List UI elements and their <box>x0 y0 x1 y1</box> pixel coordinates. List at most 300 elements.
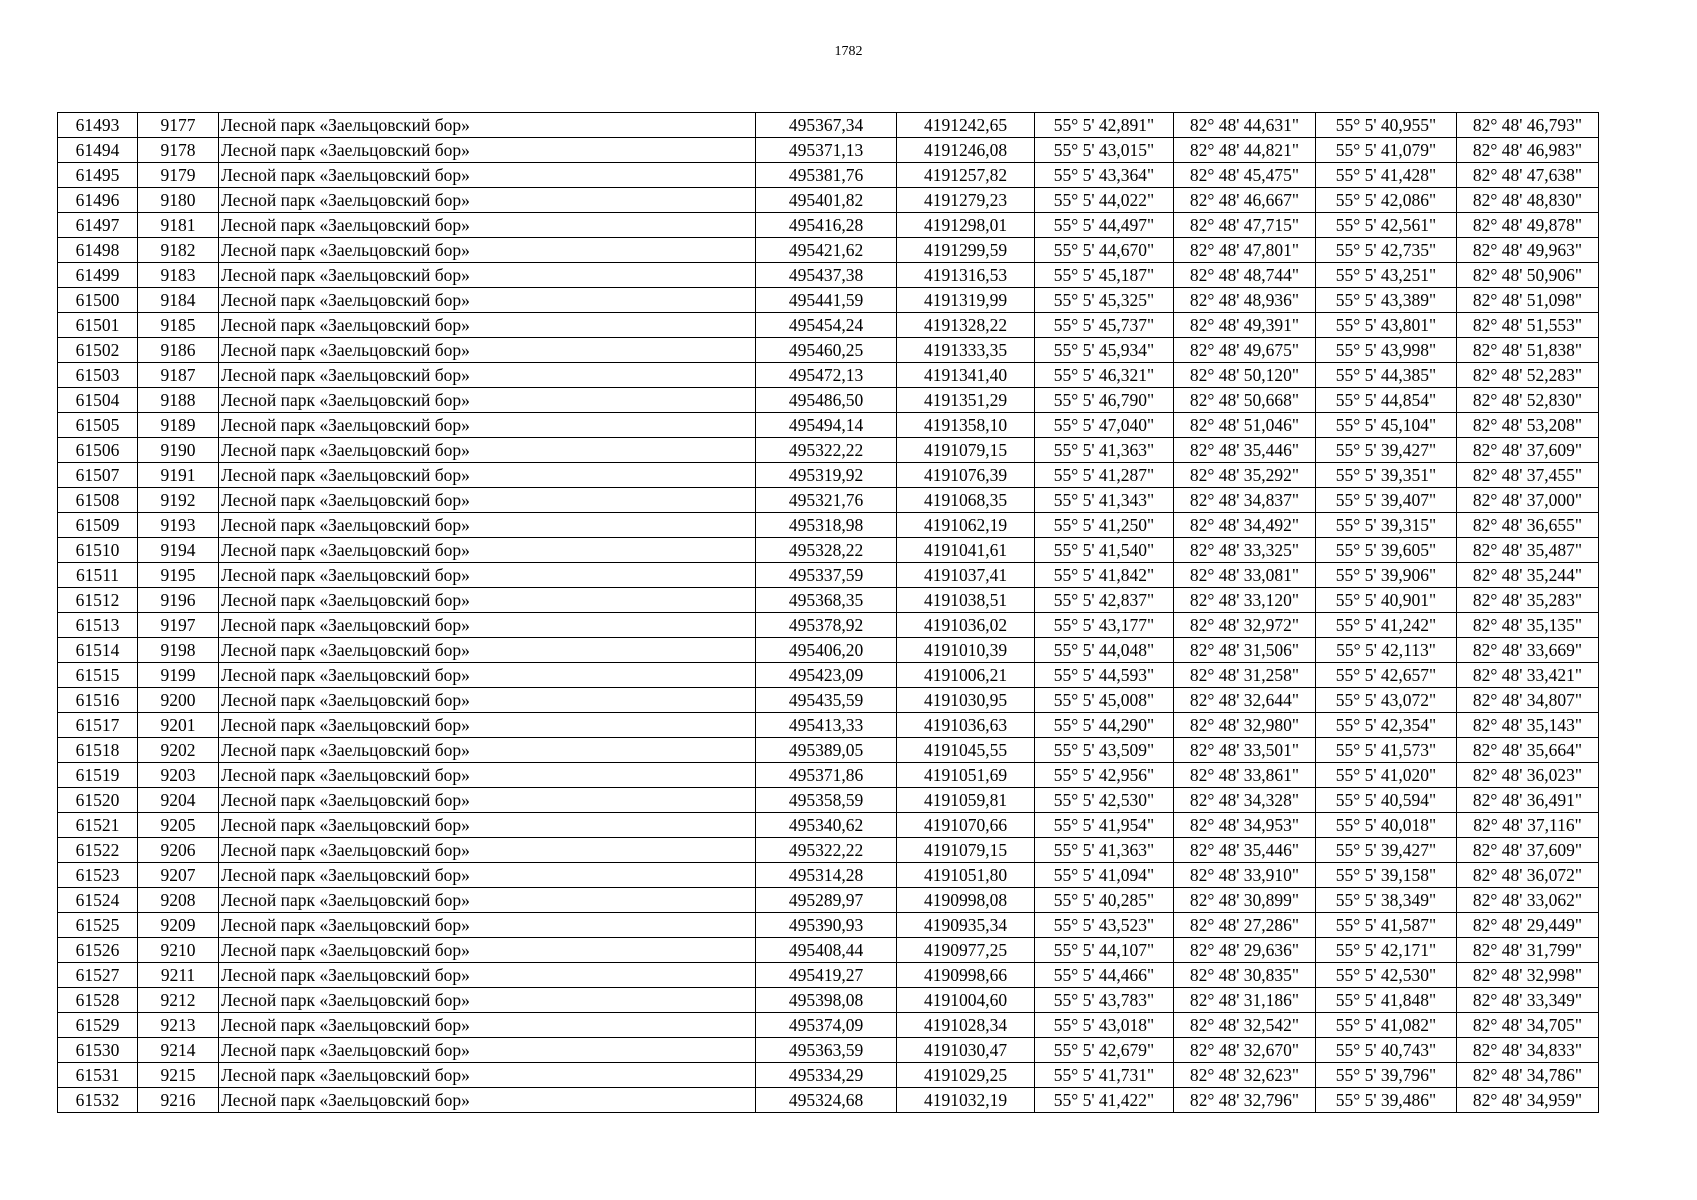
longitude-2-cell: 82° 48' 51,838" <box>1457 338 1599 363</box>
latitude-1-cell: 55° 5' 45,325" <box>1035 288 1174 313</box>
latitude-1-cell: 55° 5' 44,670" <box>1035 238 1174 263</box>
longitude-2-cell: 82° 48' 35,487" <box>1457 538 1599 563</box>
point-number-cell: 9198 <box>138 638 219 663</box>
x-coordinate-cell: 495289,97 <box>756 888 897 913</box>
latitude-1-cell: 55° 5' 41,540" <box>1035 538 1174 563</box>
x-coordinate-cell: 495374,09 <box>756 1013 897 1038</box>
point-number-cell: 9202 <box>138 738 219 763</box>
object-name-cell: Лесной парк «Заельцовский бор» <box>219 513 756 538</box>
latitude-1-cell: 55° 5' 43,177" <box>1035 613 1174 638</box>
row-number-cell: 61502 <box>58 338 138 363</box>
row-number-cell: 61520 <box>58 788 138 813</box>
latitude-2-cell: 55° 5' 41,428" <box>1316 163 1457 188</box>
latitude-1-cell: 55° 5' 41,363" <box>1035 438 1174 463</box>
longitude-1-cell: 82° 48' 33,501" <box>1174 738 1316 763</box>
longitude-2-cell: 82° 48' 29,449" <box>1457 913 1599 938</box>
latitude-1-cell: 55° 5' 41,343" <box>1035 488 1174 513</box>
latitude-2-cell: 55° 5' 41,587" <box>1316 913 1457 938</box>
longitude-1-cell: 82° 48' 29,636" <box>1174 938 1316 963</box>
longitude-1-cell: 82° 48' 31,186" <box>1174 988 1316 1013</box>
latitude-1-cell: 55° 5' 43,523" <box>1035 913 1174 938</box>
latitude-1-cell: 55° 5' 44,107" <box>1035 938 1174 963</box>
x-coordinate-cell: 495423,09 <box>756 663 897 688</box>
y-coordinate-cell: 4190977,25 <box>897 938 1035 963</box>
y-coordinate-cell: 4190935,34 <box>897 913 1035 938</box>
point-number-cell: 9210 <box>138 938 219 963</box>
y-coordinate-cell: 4191246,08 <box>897 138 1035 163</box>
longitude-2-cell: 82° 48' 34,833" <box>1457 1038 1599 1063</box>
object-name-cell: Лесной парк «Заельцовский бор» <box>219 713 756 738</box>
latitude-1-cell: 55° 5' 45,737" <box>1035 313 1174 338</box>
row-number-cell: 61521 <box>58 813 138 838</box>
row-number-cell: 61510 <box>58 538 138 563</box>
longitude-1-cell: 82° 48' 35,292" <box>1174 463 1316 488</box>
longitude-1-cell: 82° 48' 32,623" <box>1174 1063 1316 1088</box>
x-coordinate-cell: 495454,24 <box>756 313 897 338</box>
row-number-cell: 61519 <box>58 763 138 788</box>
x-coordinate-cell: 495322,22 <box>756 838 897 863</box>
x-coordinate-cell: 495472,13 <box>756 363 897 388</box>
point-number-cell: 9215 <box>138 1063 219 1088</box>
object-name-cell: Лесной парк «Заельцовский бор» <box>219 538 756 563</box>
point-number-cell: 9208 <box>138 888 219 913</box>
longitude-2-cell: 82° 48' 37,609" <box>1457 438 1599 463</box>
table-row <box>58 738 1599 763</box>
row-number-cell: 61494 <box>58 138 138 163</box>
longitude-2-cell: 82° 48' 31,799" <box>1457 938 1599 963</box>
table-row <box>58 663 1599 688</box>
row-number-cell: 61516 <box>58 688 138 713</box>
x-coordinate-cell: 495413,33 <box>756 713 897 738</box>
row-number-cell: 61499 <box>58 263 138 288</box>
longitude-1-cell: 82° 48' 50,668" <box>1174 388 1316 413</box>
latitude-1-cell: 55° 5' 44,022" <box>1035 188 1174 213</box>
longitude-1-cell: 82° 48' 32,670" <box>1174 1038 1316 1063</box>
x-coordinate-cell: 495398,08 <box>756 988 897 1013</box>
longitude-2-cell: 82° 48' 32,998" <box>1457 963 1599 988</box>
x-coordinate-cell: 495328,22 <box>756 538 897 563</box>
row-number-cell: 61503 <box>58 363 138 388</box>
longitude-1-cell: 82° 48' 49,675" <box>1174 338 1316 363</box>
y-coordinate-cell: 4191028,34 <box>897 1013 1035 1038</box>
latitude-2-cell: 55° 5' 44,854" <box>1316 388 1457 413</box>
row-number-cell: 61505 <box>58 413 138 438</box>
row-number-cell: 61496 <box>58 188 138 213</box>
x-coordinate-cell: 495319,92 <box>756 463 897 488</box>
table-body <box>58 113 1599 1113</box>
longitude-2-cell: 82° 48' 37,000" <box>1457 488 1599 513</box>
longitude-1-cell: 82° 48' 32,972" <box>1174 613 1316 638</box>
latitude-2-cell: 55° 5' 39,427" <box>1316 438 1457 463</box>
latitude-1-cell: 55° 5' 41,287" <box>1035 463 1174 488</box>
row-number-cell: 61501 <box>58 313 138 338</box>
y-coordinate-cell: 4191257,82 <box>897 163 1035 188</box>
table-row <box>58 963 1599 988</box>
longitude-2-cell: 82° 48' 51,553" <box>1457 313 1599 338</box>
x-coordinate-cell: 495435,59 <box>756 688 897 713</box>
latitude-2-cell: 55° 5' 41,573" <box>1316 738 1457 763</box>
latitude-2-cell: 55° 5' 42,171" <box>1316 938 1457 963</box>
longitude-2-cell: 82° 48' 35,664" <box>1457 738 1599 763</box>
latitude-2-cell: 55° 5' 40,901" <box>1316 588 1457 613</box>
longitude-2-cell: 82° 48' 48,830" <box>1457 188 1599 213</box>
table-row <box>58 1013 1599 1038</box>
y-coordinate-cell: 4191062,19 <box>897 513 1035 538</box>
latitude-2-cell: 55° 5' 39,906" <box>1316 563 1457 588</box>
object-name-cell: Лесной парк «Заельцовский бор» <box>219 338 756 363</box>
object-name-cell: Лесной парк «Заельцовский бор» <box>219 588 756 613</box>
longitude-2-cell: 82° 48' 50,906" <box>1457 263 1599 288</box>
point-number-cell: 9195 <box>138 563 219 588</box>
x-coordinate-cell: 495321,76 <box>756 488 897 513</box>
latitude-1-cell: 55° 5' 41,731" <box>1035 1063 1174 1088</box>
longitude-2-cell: 82° 48' 33,349" <box>1457 988 1599 1013</box>
longitude-2-cell: 82° 48' 51,098" <box>1457 288 1599 313</box>
y-coordinate-cell: 4190998,66 <box>897 963 1035 988</box>
y-coordinate-cell: 4191051,69 <box>897 763 1035 788</box>
latitude-2-cell: 55° 5' 42,113" <box>1316 638 1457 663</box>
row-number-cell: 61511 <box>58 563 138 588</box>
longitude-1-cell: 82° 48' 32,980" <box>1174 713 1316 738</box>
latitude-2-cell: 55° 5' 40,594" <box>1316 788 1457 813</box>
point-number-cell: 9193 <box>138 513 219 538</box>
latitude-2-cell: 55° 5' 44,385" <box>1316 363 1457 388</box>
row-number-cell: 61530 <box>58 1038 138 1063</box>
longitude-1-cell: 82° 48' 32,644" <box>1174 688 1316 713</box>
latitude-2-cell: 55° 5' 41,079" <box>1316 138 1457 163</box>
point-number-cell: 9189 <box>138 413 219 438</box>
x-coordinate-cell: 495494,14 <box>756 413 897 438</box>
point-number-cell: 9185 <box>138 313 219 338</box>
object-name-cell: Лесной парк «Заельцовский бор» <box>219 138 756 163</box>
latitude-2-cell: 55° 5' 41,082" <box>1316 1013 1457 1038</box>
table-row <box>58 113 1599 138</box>
object-name-cell: Лесной парк «Заельцовский бор» <box>219 688 756 713</box>
y-coordinate-cell: 4191299,59 <box>897 238 1035 263</box>
x-coordinate-cell: 495314,28 <box>756 863 897 888</box>
longitude-2-cell: 82° 48' 37,116" <box>1457 813 1599 838</box>
point-number-cell: 9184 <box>138 288 219 313</box>
longitude-2-cell: 82° 48' 37,609" <box>1457 838 1599 863</box>
latitude-1-cell: 55° 5' 46,321" <box>1035 363 1174 388</box>
latitude-2-cell: 55° 5' 45,104" <box>1316 413 1457 438</box>
row-number-cell: 61529 <box>58 1013 138 1038</box>
point-number-cell: 9209 <box>138 913 219 938</box>
longitude-2-cell: 82° 48' 49,963" <box>1457 238 1599 263</box>
latitude-1-cell: 55° 5' 42,956" <box>1035 763 1174 788</box>
x-coordinate-cell: 495334,29 <box>756 1063 897 1088</box>
latitude-2-cell: 55° 5' 39,486" <box>1316 1088 1457 1113</box>
x-coordinate-cell: 495421,62 <box>756 238 897 263</box>
longitude-1-cell: 82° 48' 31,506" <box>1174 638 1316 663</box>
x-coordinate-cell: 495406,20 <box>756 638 897 663</box>
y-coordinate-cell: 4191010,39 <box>897 638 1035 663</box>
table-row <box>58 488 1599 513</box>
longitude-1-cell: 82° 48' 49,391" <box>1174 313 1316 338</box>
point-number-cell: 9201 <box>138 713 219 738</box>
point-number-cell: 9178 <box>138 138 219 163</box>
table-row <box>58 788 1599 813</box>
longitude-2-cell: 82° 48' 34,959" <box>1457 1088 1599 1113</box>
row-number-cell: 61507 <box>58 463 138 488</box>
y-coordinate-cell: 4191032,19 <box>897 1088 1035 1113</box>
y-coordinate-cell: 4191351,29 <box>897 388 1035 413</box>
longitude-2-cell: 82° 48' 35,244" <box>1457 563 1599 588</box>
x-coordinate-cell: 495371,13 <box>756 138 897 163</box>
table-row <box>58 713 1599 738</box>
table-row <box>58 513 1599 538</box>
longitude-1-cell: 82° 48' 50,120" <box>1174 363 1316 388</box>
longitude-1-cell: 82° 48' 48,936" <box>1174 288 1316 313</box>
point-number-cell: 9199 <box>138 663 219 688</box>
object-name-cell: Лесной парк «Заельцовский бор» <box>219 888 756 913</box>
y-coordinate-cell: 4191030,47 <box>897 1038 1035 1063</box>
row-number-cell: 61515 <box>58 663 138 688</box>
x-coordinate-cell: 495389,05 <box>756 738 897 763</box>
y-coordinate-cell: 4191319,99 <box>897 288 1035 313</box>
y-coordinate-cell: 4191006,21 <box>897 663 1035 688</box>
latitude-2-cell: 55° 5' 41,848" <box>1316 988 1457 1013</box>
y-coordinate-cell: 4191059,81 <box>897 788 1035 813</box>
object-name-cell: Лесной парк «Заельцовский бор» <box>219 413 756 438</box>
latitude-2-cell: 55° 5' 42,354" <box>1316 713 1457 738</box>
point-number-cell: 9190 <box>138 438 219 463</box>
table-row <box>58 538 1599 563</box>
longitude-2-cell: 82° 48' 49,878" <box>1457 213 1599 238</box>
y-coordinate-cell: 4191328,22 <box>897 313 1035 338</box>
table-row <box>58 363 1599 388</box>
longitude-1-cell: 82° 48' 44,631" <box>1174 113 1316 138</box>
y-coordinate-cell: 4191070,66 <box>897 813 1035 838</box>
longitude-2-cell: 82° 48' 46,983" <box>1457 138 1599 163</box>
longitude-2-cell: 82° 48' 33,421" <box>1457 663 1599 688</box>
longitude-1-cell: 82° 48' 32,542" <box>1174 1013 1316 1038</box>
point-number-cell: 9194 <box>138 538 219 563</box>
point-number-cell: 9196 <box>138 588 219 613</box>
latitude-1-cell: 55° 5' 41,250" <box>1035 513 1174 538</box>
object-name-cell: Лесной парк «Заельцовский бор» <box>219 738 756 763</box>
object-name-cell: Лесной парк «Заельцовский бор» <box>219 188 756 213</box>
latitude-1-cell: 55° 5' 41,422" <box>1035 1088 1174 1113</box>
latitude-2-cell: 55° 5' 42,530" <box>1316 963 1457 988</box>
latitude-2-cell: 55° 5' 40,955" <box>1316 113 1457 138</box>
x-coordinate-cell: 495381,76 <box>756 163 897 188</box>
y-coordinate-cell: 4191004,60 <box>897 988 1035 1013</box>
point-number-cell: 9206 <box>138 838 219 863</box>
longitude-1-cell: 82° 48' 47,801" <box>1174 238 1316 263</box>
object-name-cell: Лесной парк «Заельцовский бор» <box>219 1038 756 1063</box>
object-name-cell: Лесной парк «Заельцовский бор» <box>219 913 756 938</box>
x-coordinate-cell: 495322,22 <box>756 438 897 463</box>
object-name-cell: Лесной парк «Заельцовский бор» <box>219 863 756 888</box>
longitude-2-cell: 82° 48' 36,023" <box>1457 763 1599 788</box>
x-coordinate-cell: 495358,59 <box>756 788 897 813</box>
row-number-cell: 61512 <box>58 588 138 613</box>
x-coordinate-cell: 495401,82 <box>756 188 897 213</box>
row-number-cell: 61508 <box>58 488 138 513</box>
longitude-1-cell: 82° 48' 33,120" <box>1174 588 1316 613</box>
latitude-2-cell: 55° 5' 43,251" <box>1316 263 1457 288</box>
table-row <box>58 813 1599 838</box>
table-row <box>58 238 1599 263</box>
x-coordinate-cell: 495378,92 <box>756 613 897 638</box>
latitude-1-cell: 55° 5' 42,679" <box>1035 1038 1174 1063</box>
latitude-1-cell: 55° 5' 45,934" <box>1035 338 1174 363</box>
latitude-2-cell: 55° 5' 38,349" <box>1316 888 1457 913</box>
point-number-cell: 9197 <box>138 613 219 638</box>
row-number-cell: 61498 <box>58 238 138 263</box>
table-row <box>58 263 1599 288</box>
latitude-1-cell: 55° 5' 44,290" <box>1035 713 1174 738</box>
point-number-cell: 9180 <box>138 188 219 213</box>
latitude-2-cell: 55° 5' 39,427" <box>1316 838 1457 863</box>
object-name-cell: Лесной парк «Заельцовский бор» <box>219 963 756 988</box>
latitude-1-cell: 55° 5' 43,018" <box>1035 1013 1174 1038</box>
row-number-cell: 61506 <box>58 438 138 463</box>
point-number-cell: 9186 <box>138 338 219 363</box>
table-row <box>58 763 1599 788</box>
longitude-1-cell: 82° 48' 47,715" <box>1174 213 1316 238</box>
longitude-1-cell: 82° 48' 45,475" <box>1174 163 1316 188</box>
y-coordinate-cell: 4191358,10 <box>897 413 1035 438</box>
latitude-1-cell: 55° 5' 43,015" <box>1035 138 1174 163</box>
longitude-2-cell: 82° 48' 34,807" <box>1457 688 1599 713</box>
x-coordinate-cell: 495390,93 <box>756 913 897 938</box>
longitude-2-cell: 82° 48' 34,705" <box>1457 1013 1599 1038</box>
x-coordinate-cell: 495363,59 <box>756 1038 897 1063</box>
y-coordinate-cell: 4191030,95 <box>897 688 1035 713</box>
longitude-1-cell: 82° 48' 34,492" <box>1174 513 1316 538</box>
longitude-1-cell: 82° 48' 30,835" <box>1174 963 1316 988</box>
longitude-1-cell: 82° 48' 51,046" <box>1174 413 1316 438</box>
point-number-cell: 9182 <box>138 238 219 263</box>
point-number-cell: 9177 <box>138 113 219 138</box>
x-coordinate-cell: 495460,25 <box>756 338 897 363</box>
object-name-cell: Лесной парк «Заельцовский бор» <box>219 238 756 263</box>
row-number-cell: 61522 <box>58 838 138 863</box>
row-number-cell: 61517 <box>58 713 138 738</box>
y-coordinate-cell: 4191076,39 <box>897 463 1035 488</box>
longitude-2-cell: 82° 48' 35,143" <box>1457 713 1599 738</box>
longitude-2-cell: 82° 48' 36,655" <box>1457 513 1599 538</box>
longitude-2-cell: 82° 48' 47,638" <box>1457 163 1599 188</box>
latitude-2-cell: 55° 5' 42,086" <box>1316 188 1457 213</box>
longitude-1-cell: 82° 48' 33,325" <box>1174 538 1316 563</box>
object-name-cell: Лесной парк «Заельцовский бор» <box>219 463 756 488</box>
point-number-cell: 9205 <box>138 813 219 838</box>
latitude-1-cell: 55° 5' 43,509" <box>1035 738 1174 763</box>
latitude-2-cell: 55° 5' 39,407" <box>1316 488 1457 513</box>
x-coordinate-cell: 495371,86 <box>756 763 897 788</box>
point-number-cell: 9204 <box>138 788 219 813</box>
point-number-cell: 9214 <box>138 1038 219 1063</box>
table-row <box>58 588 1599 613</box>
x-coordinate-cell: 495437,38 <box>756 263 897 288</box>
x-coordinate-cell: 495318,98 <box>756 513 897 538</box>
x-coordinate-cell: 495419,27 <box>756 963 897 988</box>
longitude-2-cell: 82° 48' 33,669" <box>1457 638 1599 663</box>
latitude-2-cell: 55° 5' 43,389" <box>1316 288 1457 313</box>
latitude-1-cell: 55° 5' 41,842" <box>1035 563 1174 588</box>
table-row <box>58 1063 1599 1088</box>
table-row <box>58 213 1599 238</box>
latitude-2-cell: 55° 5' 41,020" <box>1316 763 1457 788</box>
y-coordinate-cell: 4191037,41 <box>897 563 1035 588</box>
object-name-cell: Лесной парк «Заельцовский бор» <box>219 938 756 963</box>
table-row <box>58 638 1599 663</box>
object-name-cell: Лесной парк «Заельцовский бор» <box>219 763 756 788</box>
longitude-2-cell: 82° 48' 35,135" <box>1457 613 1599 638</box>
object-name-cell: Лесной парк «Заельцовский бор» <box>219 838 756 863</box>
row-number-cell: 61509 <box>58 513 138 538</box>
y-coordinate-cell: 4191036,63 <box>897 713 1035 738</box>
longitude-1-cell: 82° 48' 34,837" <box>1174 488 1316 513</box>
row-number-cell: 61526 <box>58 938 138 963</box>
longitude-1-cell: 82° 48' 35,446" <box>1174 438 1316 463</box>
coordinates-table <box>57 112 1599 1113</box>
longitude-1-cell: 82° 48' 33,910" <box>1174 863 1316 888</box>
latitude-1-cell: 55° 5' 41,363" <box>1035 838 1174 863</box>
latitude-1-cell: 55° 5' 45,008" <box>1035 688 1174 713</box>
object-name-cell: Лесной парк «Заельцовский бор» <box>219 313 756 338</box>
y-coordinate-cell: 4191051,80 <box>897 863 1035 888</box>
x-coordinate-cell: 495441,59 <box>756 288 897 313</box>
object-name-cell: Лесной парк «Заельцовский бор» <box>219 563 756 588</box>
latitude-2-cell: 55° 5' 42,657" <box>1316 663 1457 688</box>
latitude-1-cell: 55° 5' 42,837" <box>1035 588 1174 613</box>
object-name-cell: Лесной парк «Заельцовский бор» <box>219 288 756 313</box>
row-number-cell: 61525 <box>58 913 138 938</box>
point-number-cell: 9211 <box>138 963 219 988</box>
row-number-cell: 61523 <box>58 863 138 888</box>
row-number-cell: 61532 <box>58 1088 138 1113</box>
latitude-1-cell: 55° 5' 41,094" <box>1035 863 1174 888</box>
longitude-2-cell: 82° 48' 37,455" <box>1457 463 1599 488</box>
latitude-2-cell: 55° 5' 39,351" <box>1316 463 1457 488</box>
object-name-cell: Лесной парк «Заельцовский бор» <box>219 363 756 388</box>
x-coordinate-cell: 495324,68 <box>756 1088 897 1113</box>
object-name-cell: Лесной парк «Заельцовский бор» <box>219 1088 756 1113</box>
y-coordinate-cell: 4191333,35 <box>897 338 1035 363</box>
table-row <box>58 838 1599 863</box>
object-name-cell: Лесной парк «Заельцовский бор» <box>219 638 756 663</box>
latitude-1-cell: 55° 5' 44,497" <box>1035 213 1174 238</box>
longitude-1-cell: 82° 48' 48,744" <box>1174 263 1316 288</box>
latitude-2-cell: 55° 5' 43,998" <box>1316 338 1457 363</box>
latitude-2-cell: 55° 5' 42,561" <box>1316 213 1457 238</box>
object-name-cell: Лесной парк «Заельцовский бор» <box>219 813 756 838</box>
row-number-cell: 61518 <box>58 738 138 763</box>
longitude-2-cell: 82° 48' 36,491" <box>1457 788 1599 813</box>
x-coordinate-cell: 495337,59 <box>756 563 897 588</box>
x-coordinate-cell: 495368,35 <box>756 588 897 613</box>
table-row <box>58 563 1599 588</box>
longitude-2-cell: 82° 48' 52,283" <box>1457 363 1599 388</box>
point-number-cell: 9188 <box>138 388 219 413</box>
row-number-cell: 61528 <box>58 988 138 1013</box>
longitude-2-cell: 82° 48' 33,062" <box>1457 888 1599 913</box>
table-row <box>58 688 1599 713</box>
table-row <box>58 388 1599 413</box>
point-number-cell: 9213 <box>138 1013 219 1038</box>
latitude-2-cell: 55° 5' 39,605" <box>1316 538 1457 563</box>
table-row <box>58 863 1599 888</box>
row-number-cell: 61495 <box>58 163 138 188</box>
latitude-2-cell: 55° 5' 39,158" <box>1316 863 1457 888</box>
latitude-1-cell: 55° 5' 45,187" <box>1035 263 1174 288</box>
latitude-1-cell: 55° 5' 46,790" <box>1035 388 1174 413</box>
y-coordinate-cell: 4191045,55 <box>897 738 1035 763</box>
